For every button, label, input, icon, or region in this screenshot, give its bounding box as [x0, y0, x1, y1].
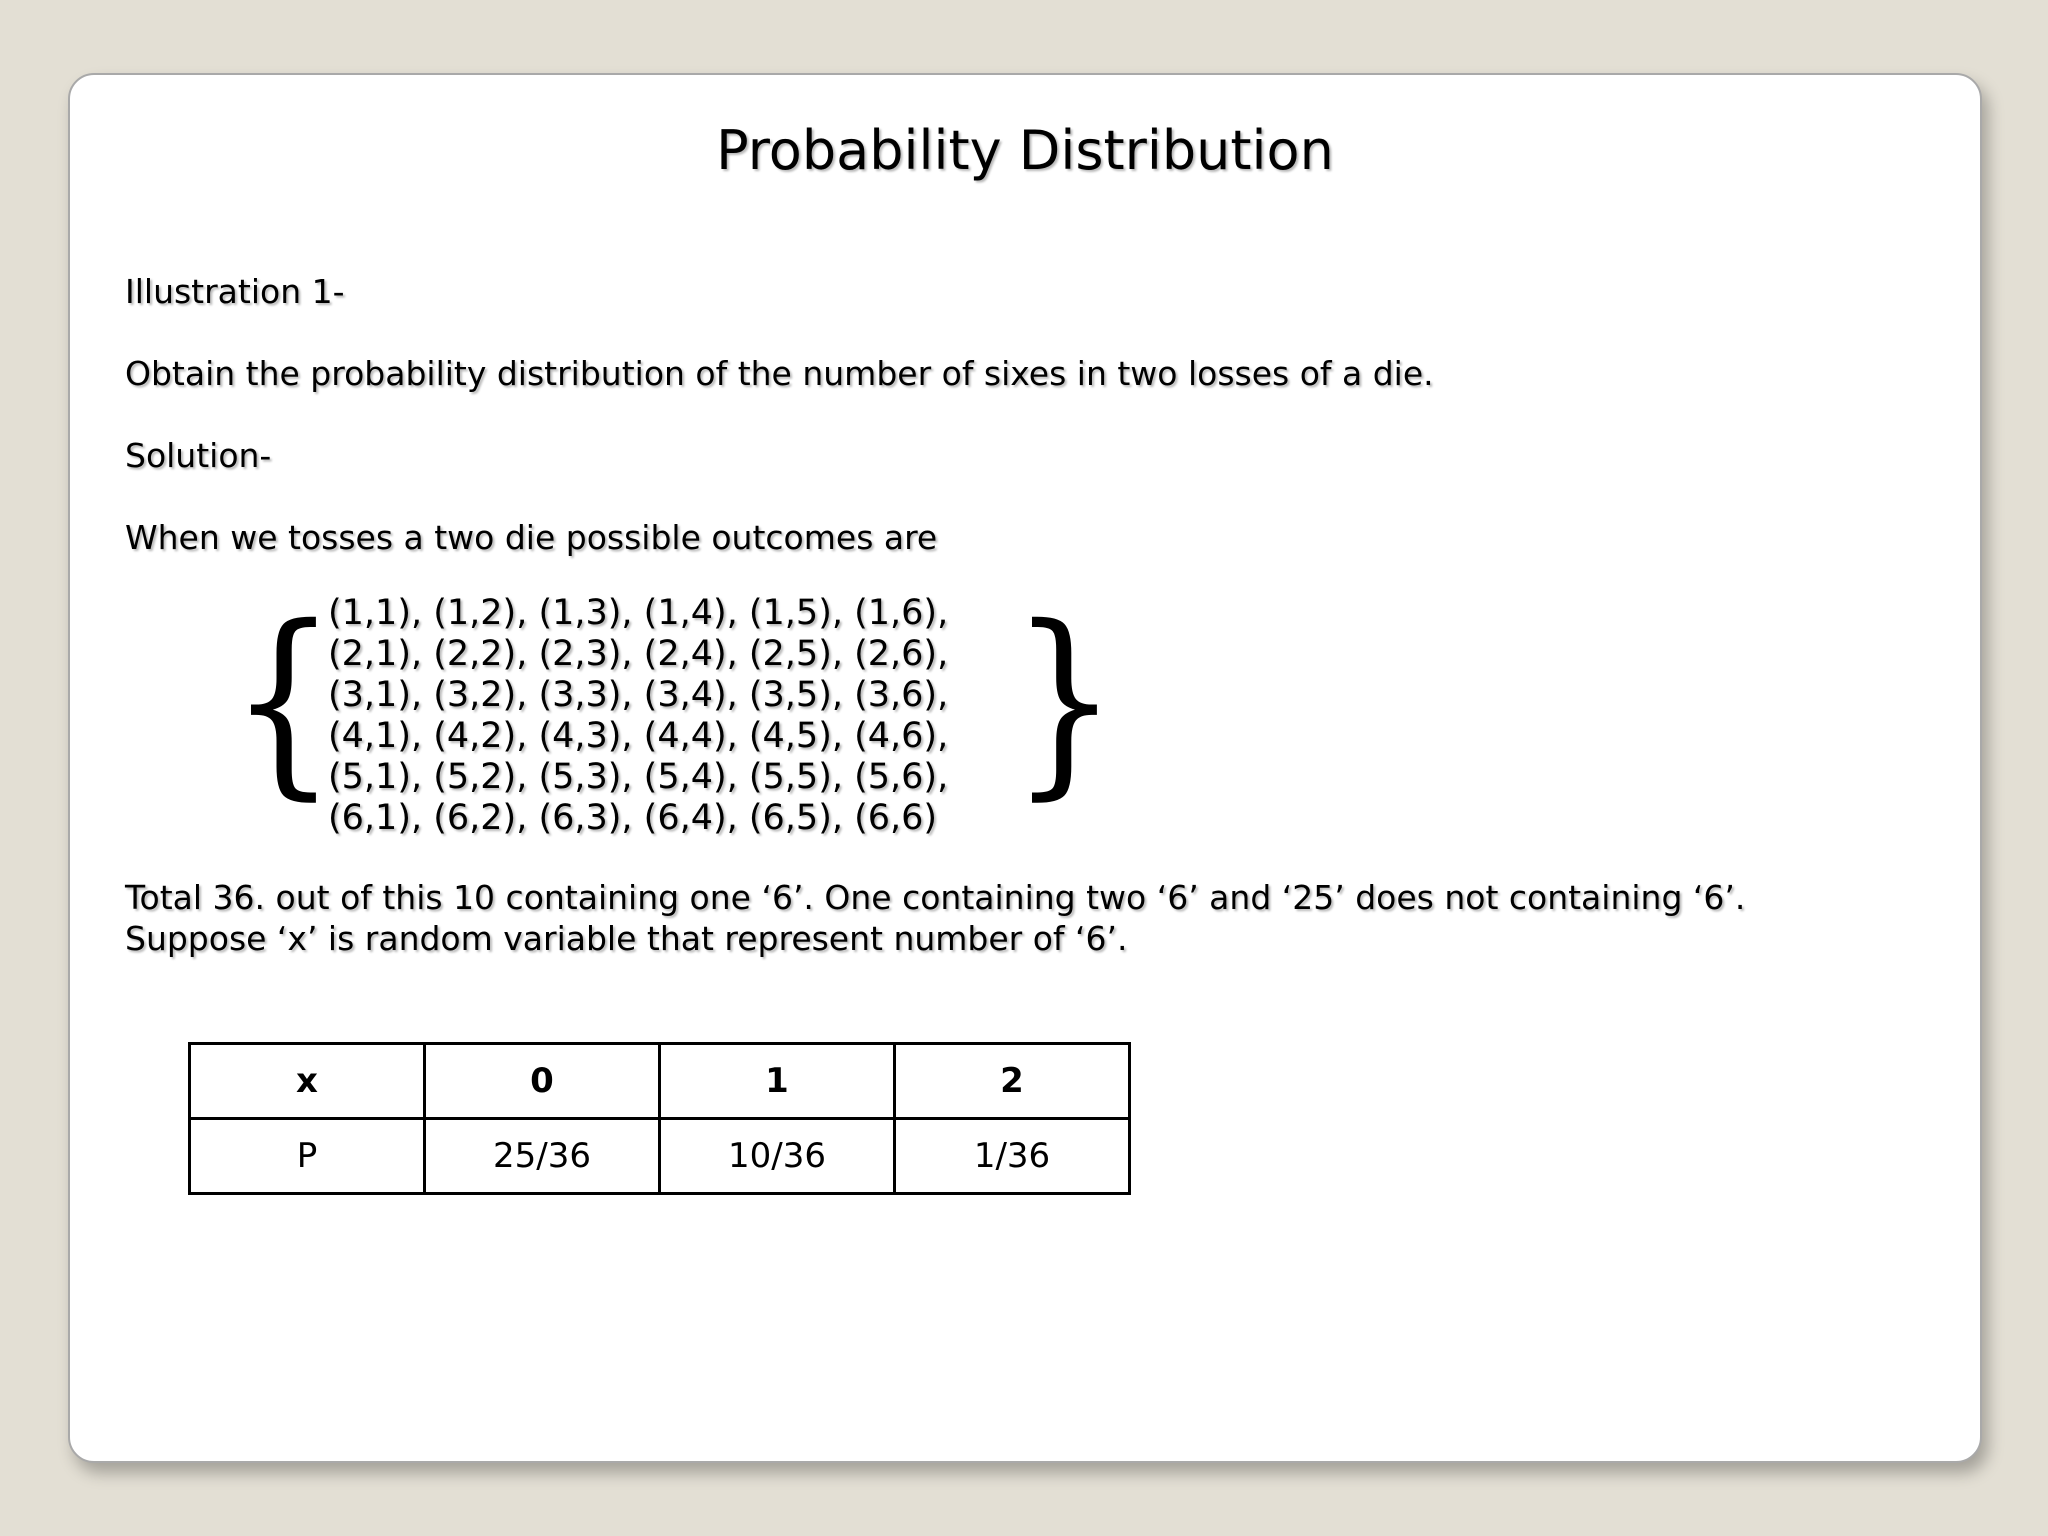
slide-card — [68, 73, 1982, 1463]
outcome-row: (4,1), (4,2), (4,3), (4,4), (4,5), (4,6), — [328, 716, 949, 756]
distribution-table — [188, 1042, 1131, 1195]
table-header-cell: 1 — [660, 1044, 895, 1119]
table-header-cell: 0 — [425, 1044, 660, 1119]
outcome-row: (2,1), (2,2), (2,3), (2,4), (2,5), (2,6), — [328, 634, 949, 674]
outcome-row: (1,1), (1,2), (1,3), (1,4), (1,5), (1,6), — [328, 593, 949, 633]
outcome-row: (6,1), (6,2), (6,3), (6,4), (6,5), (6,6) — [328, 798, 938, 838]
outcome-row: (5,1), (5,2), (5,3), (5,4), (5,5), (5,6), — [328, 757, 949, 797]
outcome-set — [328, 593, 948, 839]
outcome-row: (3,1), (3,2), (3,3), (3,4), (3,5), (3,6), — [328, 675, 949, 715]
left-brace: { — [230, 583, 337, 819]
slide-title: Probability Distribution — [716, 119, 1334, 182]
solution-label: Solution- — [125, 436, 272, 475]
table-cell: 1/36 — [895, 1119, 1130, 1194]
table-header-cell: x — [190, 1044, 425, 1119]
table-cell: P — [190, 1119, 425, 1194]
summary-line-1: Total 36. out of this 10 containing one ‘6’. One containing two ‘6’ and ‘25’ does not containing ‘6’. — [125, 878, 1746, 917]
intro-text: When we tosses a two die possible outcomes are — [125, 518, 938, 557]
table-cell: 25/36 — [425, 1119, 660, 1194]
table-header-cell: 2 — [895, 1044, 1130, 1119]
question-text: Obtain the probability distribution of the number of sixes in two losses of a die. — [125, 354, 1434, 393]
table-row — [190, 1119, 1130, 1194]
right-brace: } — [1011, 583, 1118, 819]
table-header-row — [190, 1044, 1130, 1119]
illustration-label: Illustration 1- — [125, 272, 345, 311]
summary-line-2: Suppose ‘x’ is random variable that represent number of ‘6’. — [125, 919, 1128, 958]
table-cell: 10/36 — [660, 1119, 895, 1194]
